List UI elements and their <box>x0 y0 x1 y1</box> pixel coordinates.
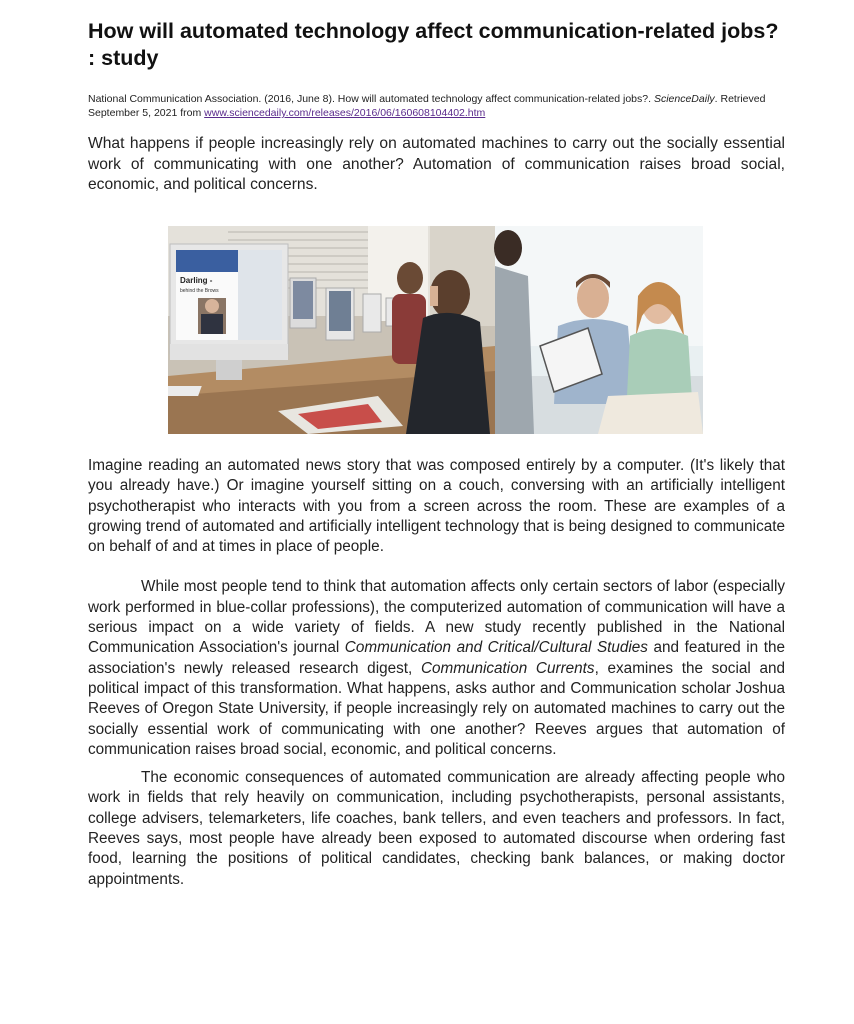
paragraph-2-part-1: While most people tend to think that automation affects only certain sectors of labor (especially work performed in blue-collar professions), the computerized automation of communication will have a serious impact on a wide variety of fields. A new study recently published in the National Communication Association's journal <box>88 578 785 657</box>
citation-link[interactable]: www.sciencedaily.com/releases/2016/06/160608104402.htm <box>204 107 486 119</box>
counseling-session-photo <box>494 226 703 434</box>
paragraph-2-part-2: and featured in the association's newly released research digest, <box>88 639 785 677</box>
citation <box>88 92 785 120</box>
digest-title: Communication Currents <box>420 659 595 677</box>
monitor-headline-1: Darling - <box>180 276 213 285</box>
article-body <box>88 456 785 890</box>
citation-middle: . Retrieved September 5, 2021 from <box>88 93 766 119</box>
paragraph-2 <box>88 577 785 760</box>
lead-paragraph: What happens if people increasingly rely on automated machines to carry out the socially essential work of communicating with one another? Automation of communication raises broad social, economic, and political concerns. <box>88 135 785 193</box>
paragraph-2-part-3: , examines the social and political impact of this transformation. What happens, asks author and Communication scholar Joshua Reeves of Oregon State University, if people increasingly rely on automated machines to carry out the socially essential work of communicating with one another? Reeves argues that automation of communication raises broad social, economic, and political concerns. <box>88 659 785 758</box>
article-page <box>88 18 785 888</box>
citation-source: ScienceDaily <box>653 93 715 105</box>
journal-title: Communication and Critical/Cultural Studies <box>344 639 648 657</box>
article-title: How will automated technology affect communication-related jobs? : study <box>88 19 779 70</box>
paragraph-1: Imagine reading an automated news story that was composed entirely by a computer. (It's likely that you already have.) Or imagine yourself sitting on a couch, conversing with an artificially intelligent psychotherapist who interacts with you from a screen across the room. These are examples of a growing trend of automated and artificially intelligent technology that is being designed to communicate on behalf of and at times in place of people. <box>88 457 785 556</box>
monitor-headline-2: behind the Brows <box>180 288 219 294</box>
citation-prefix: National Communication Association. (2016, June 8). How will automated technology affect communication-related jobs?. <box>88 93 654 105</box>
computer-lab-photo <box>168 226 495 434</box>
paragraph-3: The economic consequences of automated communication are already affecting people who work in fields that rely heavily on communication, including psychotherapists, personal assistants, college advisers, telemarketers, life coaches, bank tellers, and even teachers and professors. In fact, Reeves says, most people have already been exposed to automated discourse when ordering fast food, learning the positions of political candidates, checking bank balances, or making doctor appointments. <box>88 769 785 888</box>
article-photo <box>168 226 703 434</box>
